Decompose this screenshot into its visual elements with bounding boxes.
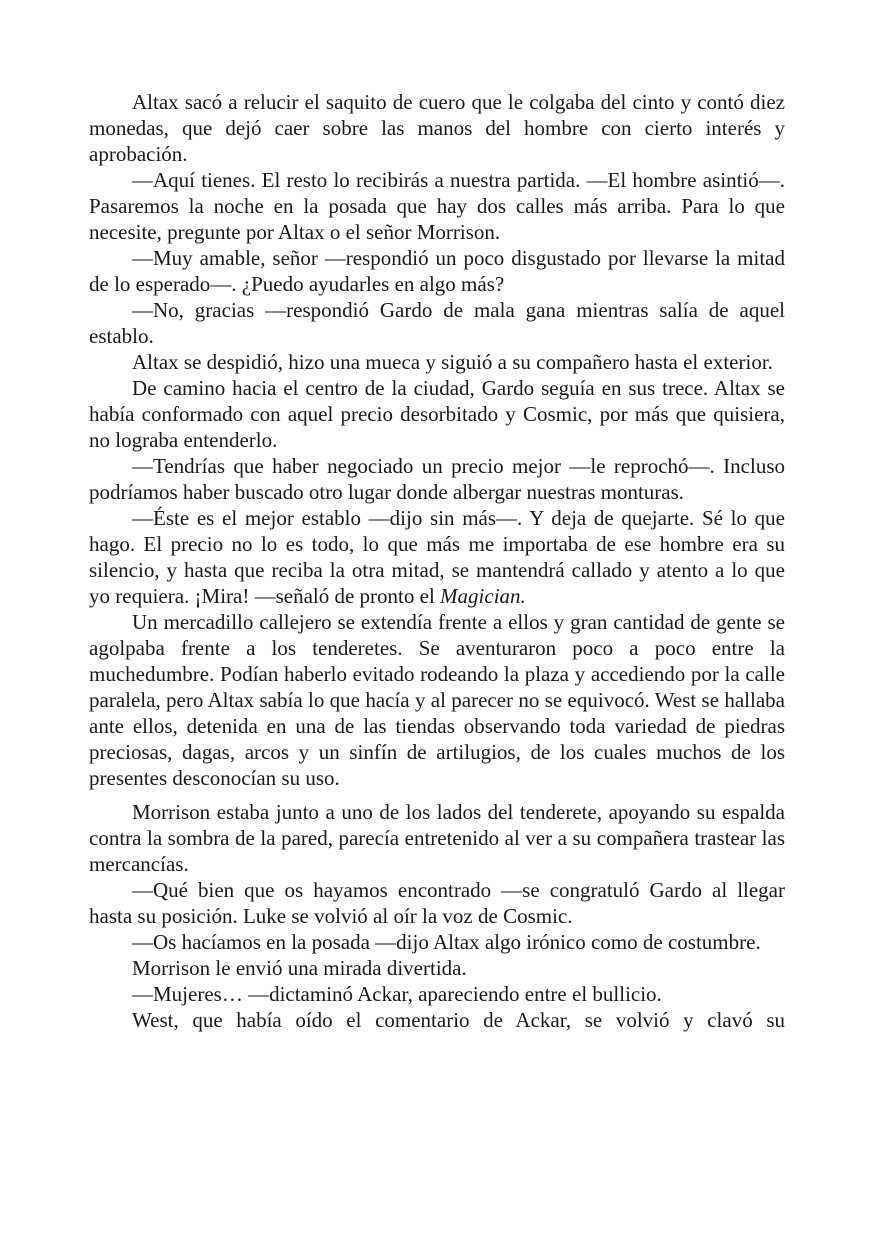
paragraph: Altax se despidió, hizo una mueca y siguió a su compañero hasta el exterior. xyxy=(132,350,773,374)
paragraph: De camino hacia el centro de la ciudad, Gardo seguía en sus trece. Altax se había conformado con aquel precio desorbitado y Cosmic, por más que quisiera, no lograba entenderlo. xyxy=(89,376,785,452)
paragraph: —Os hacíamos en la posada —dijo Altax algo irónico como de costumbre. xyxy=(132,930,761,954)
paragraph: Morrison estaba junto a uno de los lados del tenderete, apoyando su espalda contra la sombra de la pared, parecía entretenido al ver a su compañera trastear las mercancías. xyxy=(89,800,785,876)
paragraph: —Aquí tienes. El resto lo recibirás a nuestra partida. —El hombre asintió—. Pasaremos la noche en la posada que hay dos calles más arriba. Para lo que necesite, pregunte por Altax o el señor Morrison. xyxy=(89,168,785,244)
paragraph: Morrison le envió una mirada divertida. xyxy=(132,956,467,980)
italic-title: Magician. xyxy=(440,584,526,608)
paragraph: —No, gracias —respondió Gardo de mala gana mientras salía de aquel establo. xyxy=(89,298,785,348)
paragraph: Un mercadillo callejero se extendía frente a ellos y gran cantidad de gente se agolpaba frente a los tenderetes. Se aventuraron poco a poco entre la muchedumbre. Podían haberlo evitado rodeando la plaza y accediendo por la calle paralela, pero Altax sabía lo que hacía y al parecer no se equivocó. West se hallaba ante ellos, detenida en una de las tiendas observando toda variedad de piedras preciosas, dagas, arcos y un sinfín de artilugios, de los cuales muchos de los presentes desconocían su uso. xyxy=(89,610,785,790)
paragraph: West, que había oído el comentario de Ackar, se volvió y clavó su xyxy=(132,1008,785,1032)
paragraph: —Muy amable, señor —respondió un poco disgustado por llevarse la mitad de lo esperado—. ¿Puedo ayudarles en algo más? xyxy=(89,246,785,296)
paragraph: —Mujeres… —dictaminó Ackar, apareciendo entre el bullicio. xyxy=(132,982,662,1006)
paragraph: Altax sacó a relucir el saquito de cuero que le colgaba del cinto y contó diez monedas, que dejó caer sobre las manos del hombre con cierto interés y aprobación. xyxy=(89,90,785,166)
paragraph-text: —Éste es el mejor establo —dijo sin más—. Y deja de quejarte. Sé lo que hago. El precio no lo es todo, lo que más me importaba de ese hombre era su silencio, y hasta que reciba la otra mitad, se mantendrá callado y atento a lo que yo requiera. ¡Mira! —señaló de pronto el xyxy=(89,506,785,608)
document-page xyxy=(89,89,785,1033)
paragraph: —Qué bien que os hayamos encontrado —se congratuló Gardo al llegar hasta su posición. Luke se volvió al oír la voz de Cosmic. xyxy=(89,878,785,928)
paragraph: —Tendrías que haber negociado un precio mejor —le reprochó—. Incluso podríamos haber buscado otro lugar donde albergar nuestras monturas. xyxy=(89,454,785,504)
paragraph xyxy=(89,505,785,609)
